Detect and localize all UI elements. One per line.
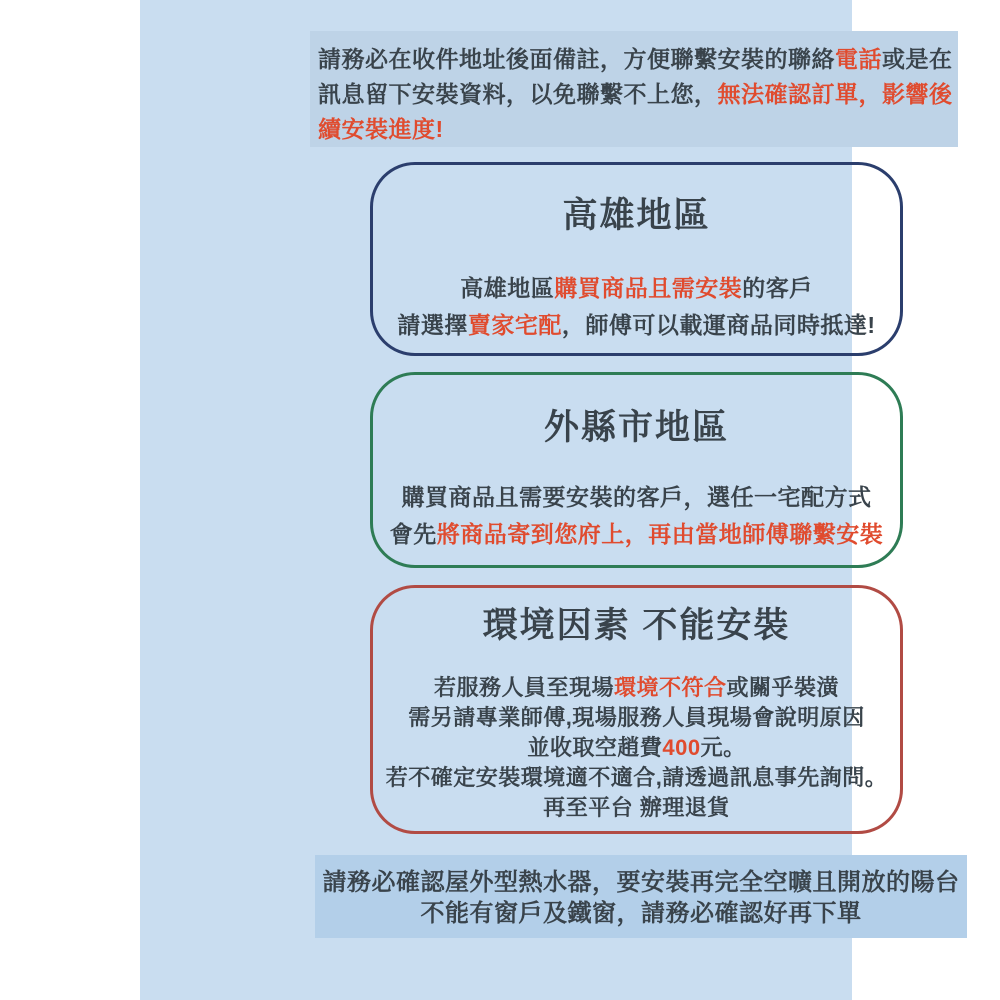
box-text-line [373,479,900,516]
text-segment: 若服務人員至現場 [433,675,614,700]
text-segment: 續安裝進度! [318,116,444,142]
text-segment: 請選擇 [397,312,468,338]
region-box-kaohsiung [370,162,903,356]
text-segment: 並收取空趙費 [527,735,663,760]
box-title: 高雄地區 [562,196,711,235]
box-text-line [373,516,900,553]
box-body [373,270,900,344]
text-segment: 購買商品且需安裝 [554,275,743,301]
text-segment: 電話 [835,46,882,72]
region-box-other-counties [370,372,903,568]
box-title: 外縣市地區 [543,408,729,447]
text-segment: 再至平台 辦理退貨 [543,795,730,820]
contact-notice [310,31,958,147]
notice-line [318,77,952,112]
text-segment: 訊息留下安裝資料，以免聯繫不上您， [318,81,718,107]
box-body [373,479,900,553]
text-segment: 元。 [700,735,746,760]
text-segment: 或關乎裝潢 [726,675,840,700]
box-text-line [373,703,900,733]
box-text-line [373,270,900,307]
text-segment: 環境不符合 [613,675,727,700]
notice-line [315,867,967,898]
text-segment: 高雄地區 [460,275,555,301]
text-segment: 無法確認訂單，影響後 [717,81,953,107]
notice-line [318,112,952,147]
content-panel [140,0,960,1000]
text-segment: 請務必在收件地址後面備註，方便聯繫安裝的聯絡 [318,46,835,72]
text-segment: 購買商品且需要安裝的客戶，選任一宅配方式 [401,484,872,510]
box-text-line [373,733,900,763]
notice-line [315,898,967,929]
box-text-line [373,673,900,703]
text-segment: 或是在 [882,46,953,72]
region-box-environment-cannot-install [370,585,903,834]
text-segment: 賣家宅配 [467,312,562,338]
text-segment: 400 [662,735,701,760]
text-segment: 的客戶 [742,275,813,301]
text-segment: 不能有窗戶及鐵窗，請務必確認好再下單 [420,900,862,927]
box-text-line [373,763,900,793]
box-text-line [373,793,900,823]
box-body [373,673,900,823]
notice-line [318,42,952,77]
box-text-line [373,307,900,344]
text-segment: ，師傅可以載運商品同時抵達! [561,312,876,338]
text-segment: 請務必確認屋外型熱水器，要安裝再完全空曠且開放的陽台 [322,869,960,896]
text-segment: 會先 [389,521,437,547]
text-segment: 若不確定安裝環境適不適合,請透過訊息事先詢問。 [385,765,888,790]
outdoor-heater-notice [315,855,967,938]
box-title: 環境因素 不能安裝 [482,606,791,645]
text-segment: 需另請專業師傅,現場服務人員現場會說明原因 [408,705,865,730]
text-segment: 將商品寄到您府上，再由當地師傅聯繫安裝 [436,521,884,547]
